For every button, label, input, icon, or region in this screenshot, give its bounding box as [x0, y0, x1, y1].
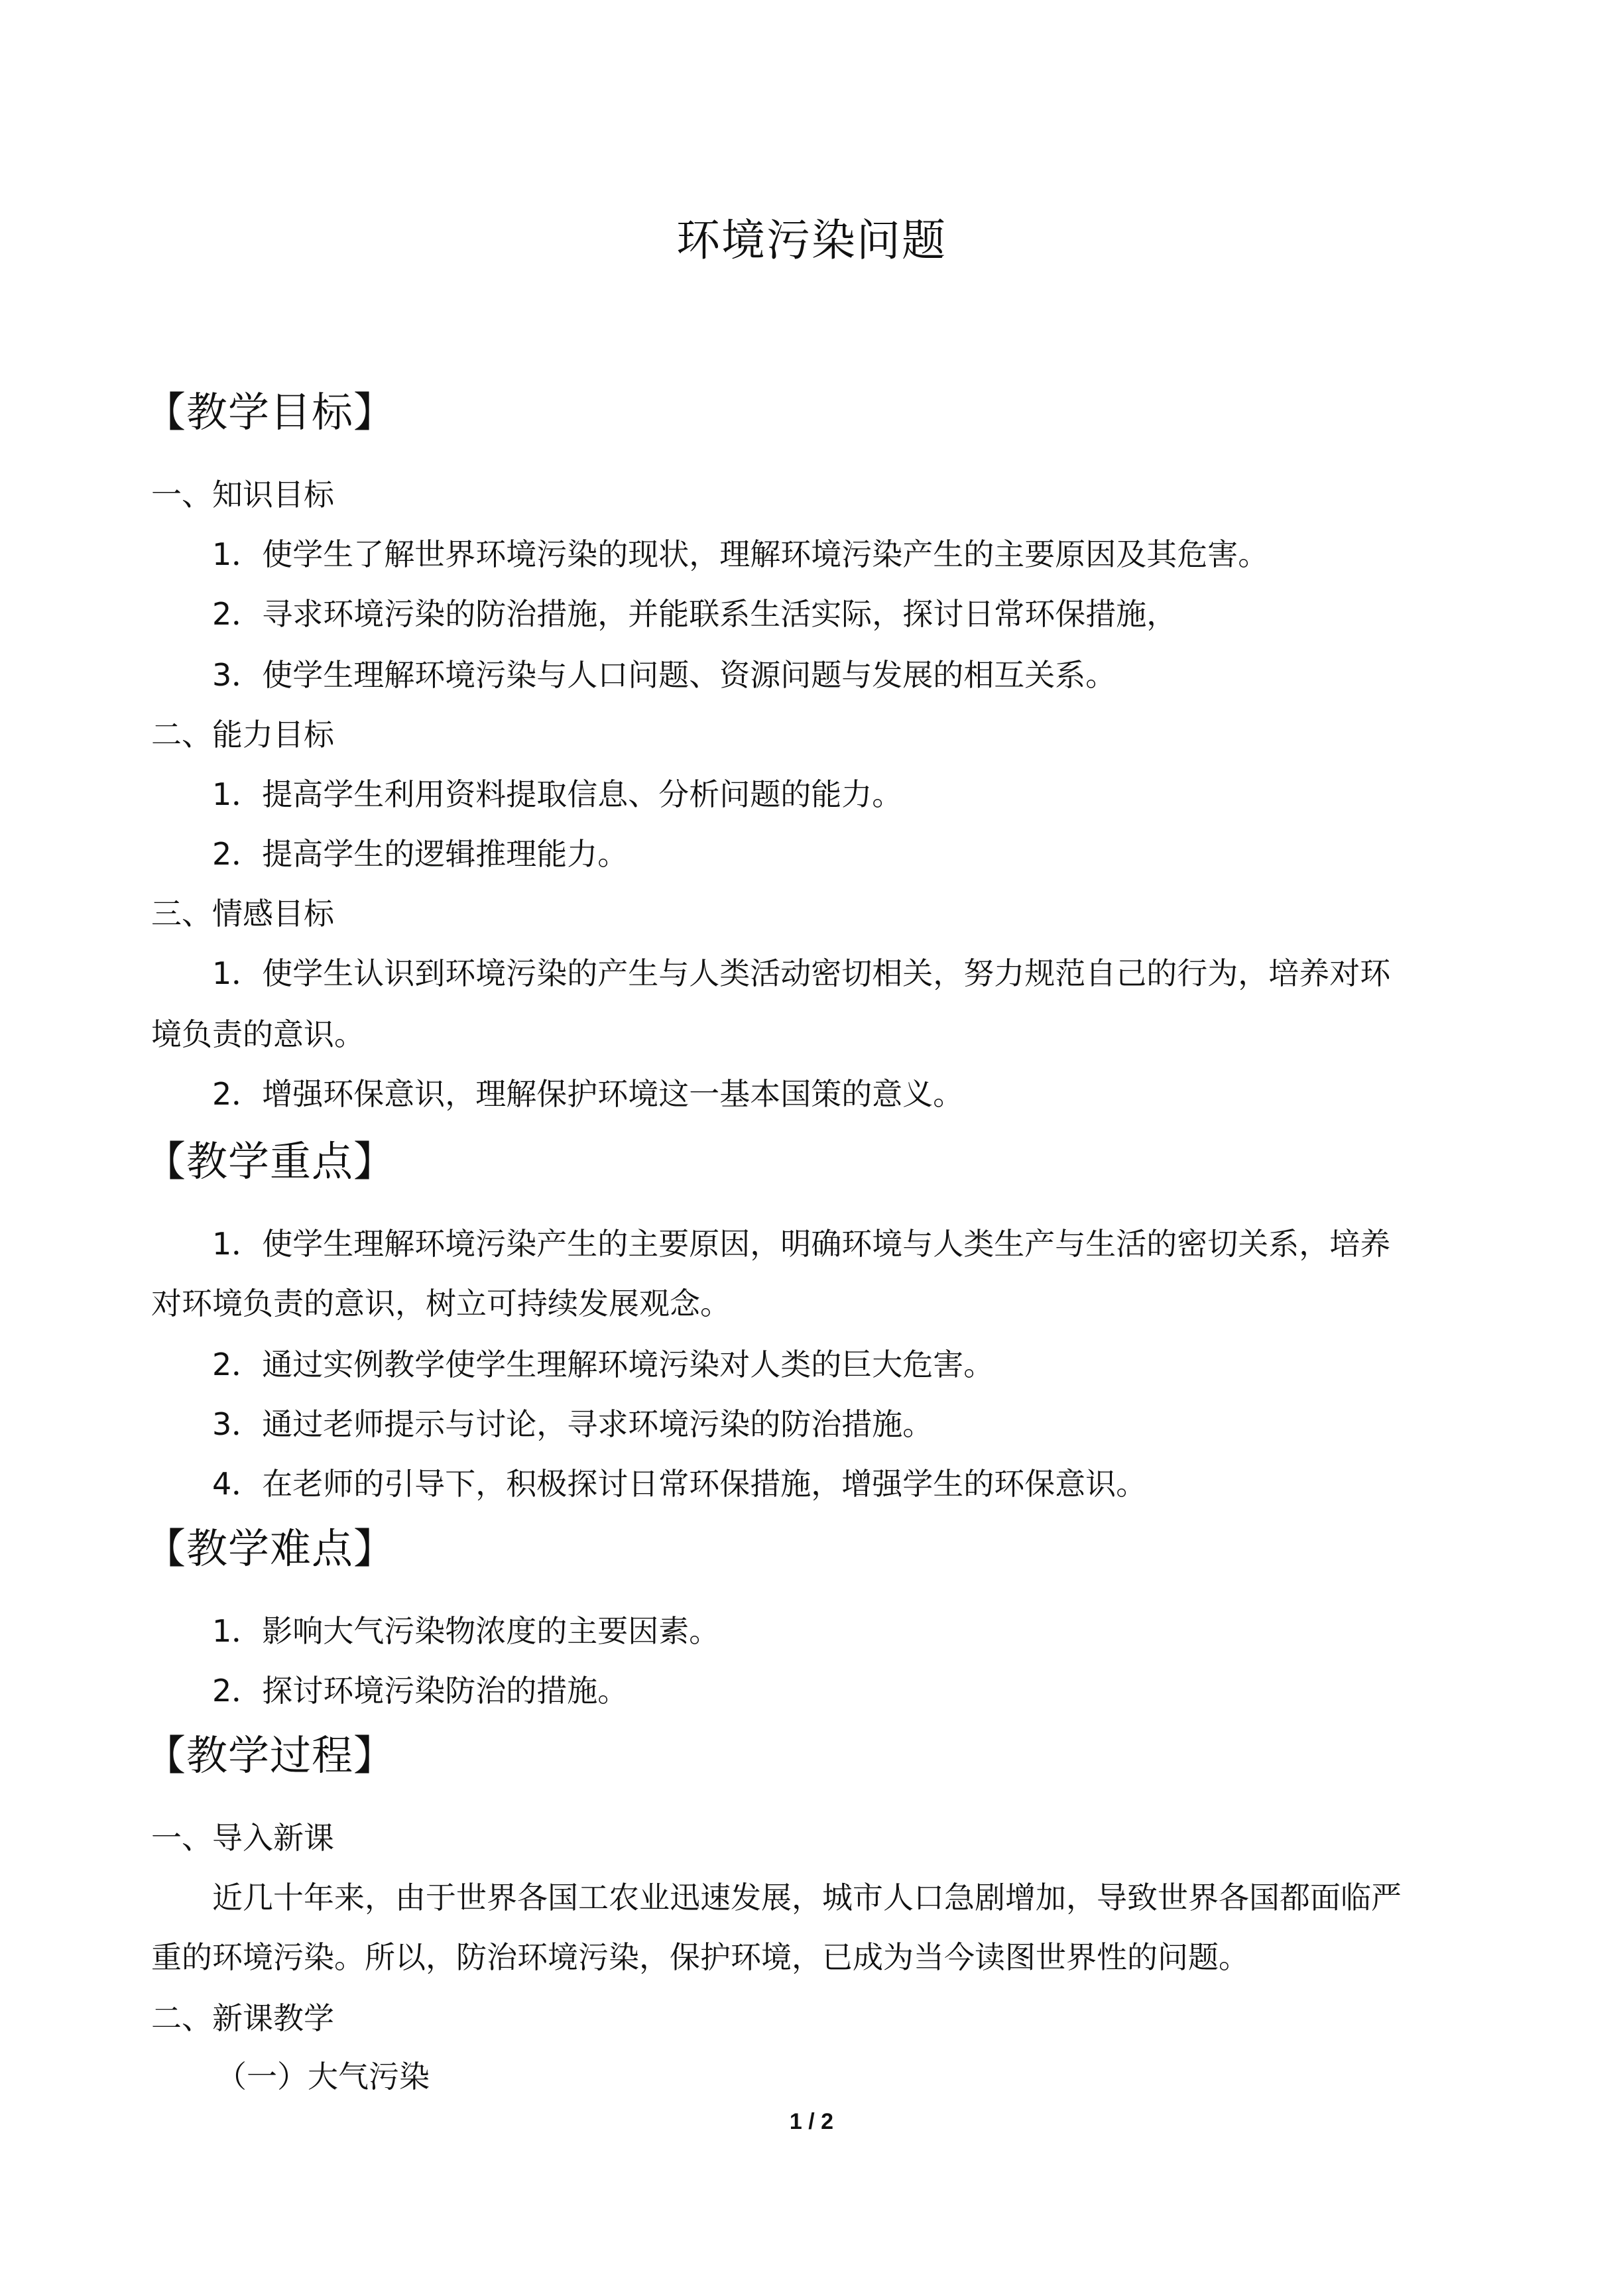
- emotion-item-2: 2．增强环保意识，理解保护环境这一基本国策的意义。: [212, 1076, 964, 1112]
- knowledge-objectives-label: 一、知识目标: [151, 477, 334, 513]
- key-points-heading: 【教学重点】: [145, 1137, 396, 1185]
- emotion-item-1-line-2: 境负责的意识。: [151, 1016, 365, 1052]
- key-point-3: 3．通过老师提示与讨论，寻求环境污染的防治措施。: [212, 1406, 933, 1442]
- key-point-1-line-2: 对环境负责的意识，树立可持续发展观念。: [151, 1286, 731, 1321]
- key-point-4: 4．在老师的引导下，积极探讨日常环保措施，增强学生的环保意识。: [212, 1466, 1147, 1502]
- page-number: 1 / 2: [789, 2109, 834, 2134]
- difficulty-2: 2．探讨环境污染防治的措施。: [212, 1673, 629, 1709]
- knowledge-item-2: 2．寻求环境污染的防治措施，并能联系生活实际，探讨日常环保措施，: [212, 596, 1177, 632]
- key-point-2: 2．通过实例教学使学生理解环境污染对人类的巨大危害。: [212, 1347, 994, 1382]
- intro-label: 一、导入新课: [151, 1820, 334, 1856]
- intro-line-2: 重的环境污染。所以，防治环境污染，保护环境，已成为当今读图世界性的问题。: [151, 1939, 1249, 1975]
- knowledge-item-1: 1．使学生了解世界环境污染的现状，理解环境污染产生的主要原因及其危害。: [212, 536, 1269, 572]
- key-point-1-line-1: 1．使学生理解环境污染产生的主要原因，明确环境与人类生产与生活的密切关系，培养: [212, 1226, 1391, 1262]
- emotion-item-1-line-1: 1．使学生认识到环境污染的产生与人类活动密切相关，努力规范自己的行为，培养对环: [212, 955, 1391, 991]
- knowledge-item-3: 3．使学生理解环境污染与人口问题、资源问题与发展的相互关系。: [212, 657, 1116, 693]
- difficulty-1: 1．影响大气污染物浓度的主要因素。: [212, 1613, 720, 1649]
- emotion-objectives-label: 三、情感目标: [151, 896, 334, 932]
- air-pollution-subheading: （一）大气污染: [216, 2059, 430, 2094]
- objectives-heading: 【教学目标】: [145, 388, 396, 436]
- ability-objectives-label: 二、能力目标: [151, 717, 334, 753]
- intro-line-1: 近几十年来，由于世界各国工农业迅速发展，城市人口急剧增加，导致世界各国都面临严: [212, 1880, 1402, 1915]
- ability-item-1: 1．提高学生利用资料提取信息、分析问题的能力。: [212, 776, 903, 812]
- difficulties-heading: 【教学难点】: [145, 1524, 396, 1573]
- new-lesson-label: 二、新课教学: [151, 2000, 334, 2036]
- process-heading: 【教学过程】: [145, 1731, 396, 1780]
- document-title: 环境污染问题: [676, 215, 947, 266]
- ability-item-2: 2．提高学生的逻辑推理能力。: [212, 836, 629, 872]
